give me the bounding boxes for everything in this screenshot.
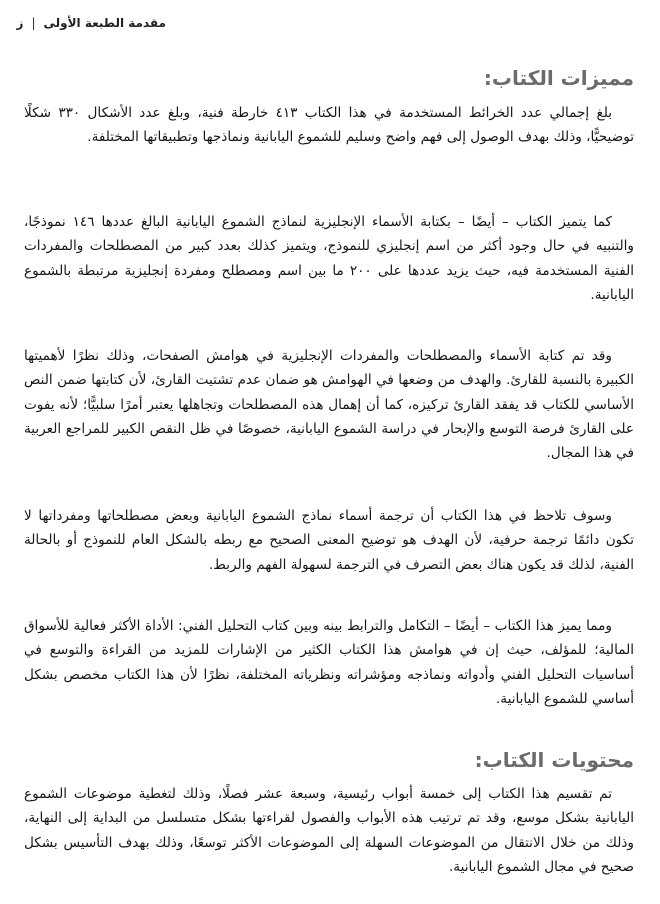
paragraph: كما يتميز الكتاب – أيضًا – بكتابة الأسماء الإنجليزية لنماذج الشموع اليابانية البالغ عددها ١٤٦ نموذجًا، والتنبيه في حال وجود أكثر من اسم إنجليزي للنموذج، ويتميز كذلك بعدد كبير من المصطلحات والمفردات الفنية المستخدمة فيه، حيث يزيد عددها على ٢٠٠ ما بين اسم ومصطلح ومفردة إنجليزية مرتبطة بالشموع اليابانية. — [24, 214, 634, 303]
paragraph: وسوف تلاحظ في هذا الكتاب أن ترجمة أسماء نماذج الشموع اليابانية وبعض مصطلحاتها ومفرداتها لا تكون دائمًا ترجمة حرفية، لأن الهدف هو توضيح المعنى الصحيح مع ربطه بالشكل العام للنموذج أو بالحالة الفنية، لذلك قد يكون هناك بعض التصرف في الترجمة لسهولة الفهم والربط. — [24, 508, 634, 573]
section-heading-contents: محتويات الكتاب: — [474, 748, 634, 772]
paragraph: وقد تم كتابة الأسماء والمصطلحات والمفردات الإنجليزية في هوامش الصفحات، وذلك نظرًا لأهميتها الكبيرة بالنسبة للقارئ. والهدف من وضعها في الهوامش هو ضمان عدم تشتيت القارئ، لأن كتابتها ضمن النص الأساسي للكتاب قد يفقد القارئ تركيزه، كما أن إهمال هذه المصطلحات وتجاهلها يعتبر أمرًا سلبيًّا؛ لأنه يفوت على القارئ فرصة التوسع والإبحار في دراسة الشموع اليابانية، خصوصًا في ظل النقص الكبير للمراجع العربية في هذا المجال. — [24, 348, 634, 462]
section-heading-features: مميزات الكتاب: — [483, 66, 634, 90]
paragraph: ومما يميز هذا الكتاب – أيضًا – التكامل والترابط بينه وبين كتاب التحليل الفني: الأداة الأكثر فعالية للأسواق المالية؛ للمؤلف، حيث إن في هوامش هذا الكتاب الكثير من الإشارات للمزيد من القراءة والتوسع في أساسيات التحليل الفني وأدواته ونماذجه ومؤشراته ونظرياته المختلفة، نظرًا لأن هذا الكتاب مخصص بشكل أساسي للشموع اليابانية. — [24, 618, 634, 707]
paragraph: تم تقسيم هذا الكتاب إلى خمسة أبواب رئيسية، وسبعة عشر فصلًا، وذلك لتغطية موضوعات الشموع اليابانية بشكل موسع، وقد تم ترتيب هذه الأبواب والفصول لقراءتها بشكل متسلسل من البداية إلى النهاية، وذلك من خلال الانتقال من الموضوعات السهلة إلى الموضوعات الأكثر توسعًا، وذلك بهدف التأسيس بشكل صحيح في مجال الشموع اليابانية. — [24, 786, 634, 875]
running-header — [17, 16, 166, 30]
running-header-title: مقدمة الطبعة الأولى — [43, 16, 166, 30]
paragraph: بلغ إجمالي عدد الخرائط المستخدمة في هذا الكتاب ٤١٣ خارطة فنية، وبلغ عدد الأشكال ٣٣٠ شكلًا توضيحيًّا، وذلك بهدف الوصول إلى فهم واضح وسليم للشموع اليابانية ونماذجها وتطبيقاتها المختلفة. — [24, 105, 634, 146]
page-number: ز — [16, 16, 24, 30]
header-separator: | — [31, 16, 36, 30]
